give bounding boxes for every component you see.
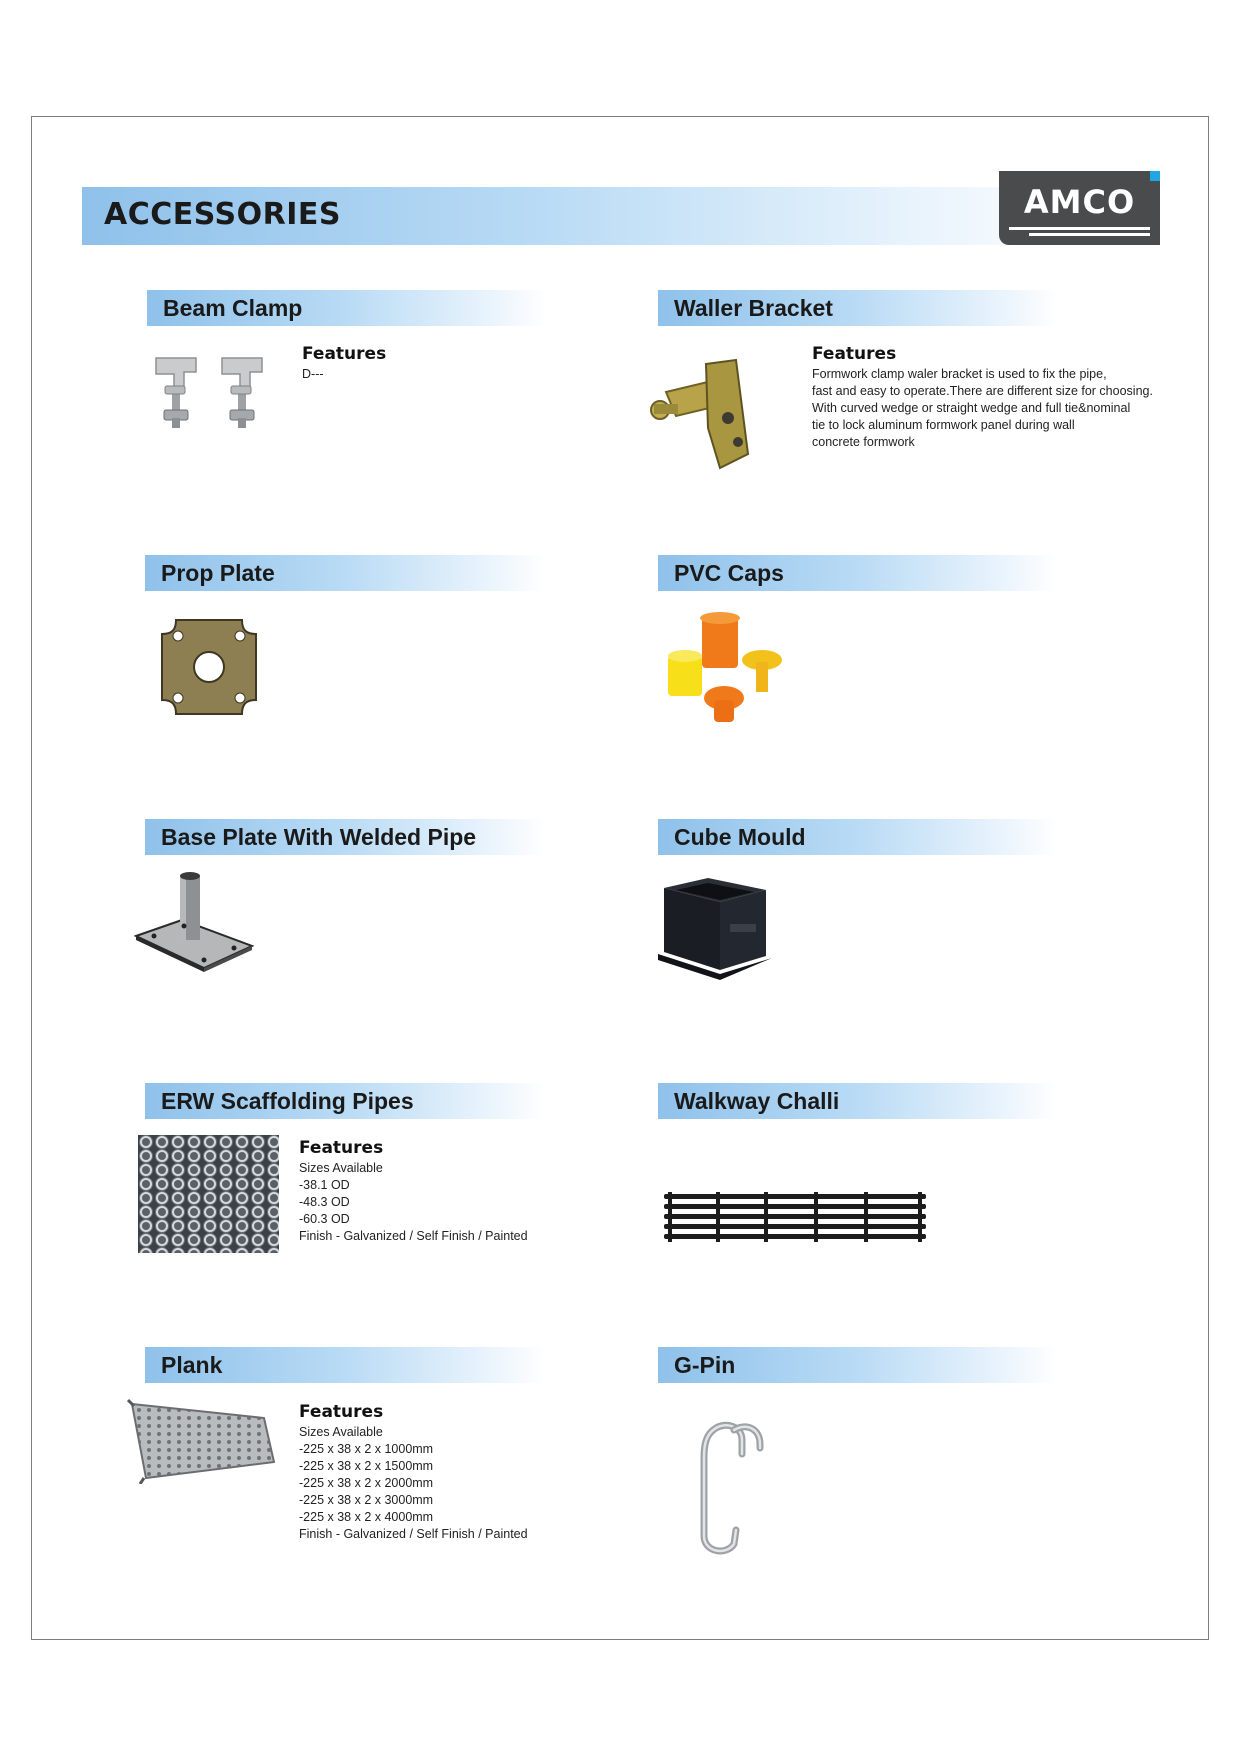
section-header-plank bbox=[145, 1347, 545, 1383]
section-header-waller-bracket bbox=[658, 290, 1058, 326]
features-heading: Features bbox=[299, 1138, 384, 1158]
base-plate-image bbox=[134, 870, 254, 974]
section-title: Walkway Challi bbox=[674, 1088, 840, 1114]
feature-line: concrete formwork bbox=[812, 435, 915, 449]
feature-line: -60.3 OD bbox=[299, 1212, 350, 1226]
section-header-prop-plate bbox=[145, 555, 545, 591]
logo-accent bbox=[1150, 171, 1160, 181]
section-header-g-pin bbox=[658, 1347, 1058, 1383]
beam-clamp-features bbox=[302, 344, 386, 383]
pipes-image bbox=[138, 1135, 279, 1253]
page-header-bar bbox=[82, 187, 1102, 245]
feature-line: Sizes Available bbox=[299, 1425, 383, 1439]
feature-line: -225 x 38 x 2 x 1000mm bbox=[299, 1442, 434, 1456]
feature-line: -225 x 38 x 2 x 4000mm bbox=[299, 1510, 434, 1524]
section-title: G-Pin bbox=[674, 1352, 736, 1378]
feature-line: Finish - Galvanized / Self Finish / Painted bbox=[299, 1229, 528, 1243]
amco-logo bbox=[999, 171, 1160, 245]
features-heading: Features bbox=[302, 344, 387, 364]
waller-bracket-features bbox=[812, 344, 1153, 451]
feature-line: -225 x 38 x 2 x 1500mm bbox=[299, 1459, 434, 1473]
feature-line: -225 x 38 x 2 x 3000mm bbox=[299, 1493, 434, 1507]
features-heading: Features bbox=[812, 344, 897, 364]
section-title: Beam Clamp bbox=[163, 295, 303, 321]
section-title: Cube Mould bbox=[674, 824, 806, 850]
feature-line: Formwork clamp waler bracket is used to fix the pipe, bbox=[812, 367, 1107, 381]
plank-features bbox=[299, 1402, 528, 1543]
section-title: Plank bbox=[161, 1352, 223, 1378]
features-heading: Features bbox=[299, 1402, 384, 1422]
waller-bracket-image bbox=[646, 358, 776, 476]
feature-line: -38.1 OD bbox=[299, 1178, 350, 1192]
erw-pipes-features bbox=[299, 1138, 528, 1245]
feature-line: Finish - Galvanized / Self Finish / Painted bbox=[299, 1527, 528, 1541]
plank-image bbox=[124, 1398, 282, 1484]
g-pin-image bbox=[692, 1418, 768, 1560]
feature-line: -48.3 OD bbox=[299, 1195, 350, 1209]
feature-line: D--- bbox=[302, 367, 324, 381]
walkway-challi-image bbox=[664, 1192, 926, 1246]
section-header-erw-pipes bbox=[145, 1083, 545, 1119]
feature-line: tie to lock aluminum formwork panel during wall bbox=[812, 418, 1075, 432]
feature-line: -225 x 38 x 2 x 2000mm bbox=[299, 1476, 434, 1490]
section-header-cube-mould bbox=[658, 819, 1058, 855]
section-title: ERW Scaffolding Pipes bbox=[161, 1088, 414, 1114]
section-header-base-plate bbox=[145, 819, 545, 855]
section-title: Prop Plate bbox=[161, 560, 275, 586]
section-title: Waller Bracket bbox=[674, 295, 833, 321]
pvc-caps-image bbox=[664, 610, 784, 728]
page-title: ACCESSORIES bbox=[104, 197, 341, 232]
section-title: PVC Caps bbox=[674, 560, 784, 586]
section-header-beam-clamp bbox=[147, 290, 547, 326]
feature-line: With curved wedge or straight wedge and full tie&nominal bbox=[812, 401, 1131, 415]
feature-line: fast and easy to operate.There are different size for choosing. bbox=[812, 384, 1153, 398]
beam-clamp-image bbox=[150, 352, 270, 432]
feature-line: Sizes Available bbox=[299, 1161, 383, 1175]
section-title: Base Plate With Welded Pipe bbox=[161, 824, 477, 850]
cube-mould-image bbox=[656, 874, 772, 984]
prop-plate-image bbox=[158, 616, 260, 718]
logo-text: AMCO bbox=[1023, 183, 1136, 221]
section-header-pvc-caps bbox=[658, 555, 1058, 591]
section-header-walkway-challi bbox=[658, 1083, 1058, 1119]
